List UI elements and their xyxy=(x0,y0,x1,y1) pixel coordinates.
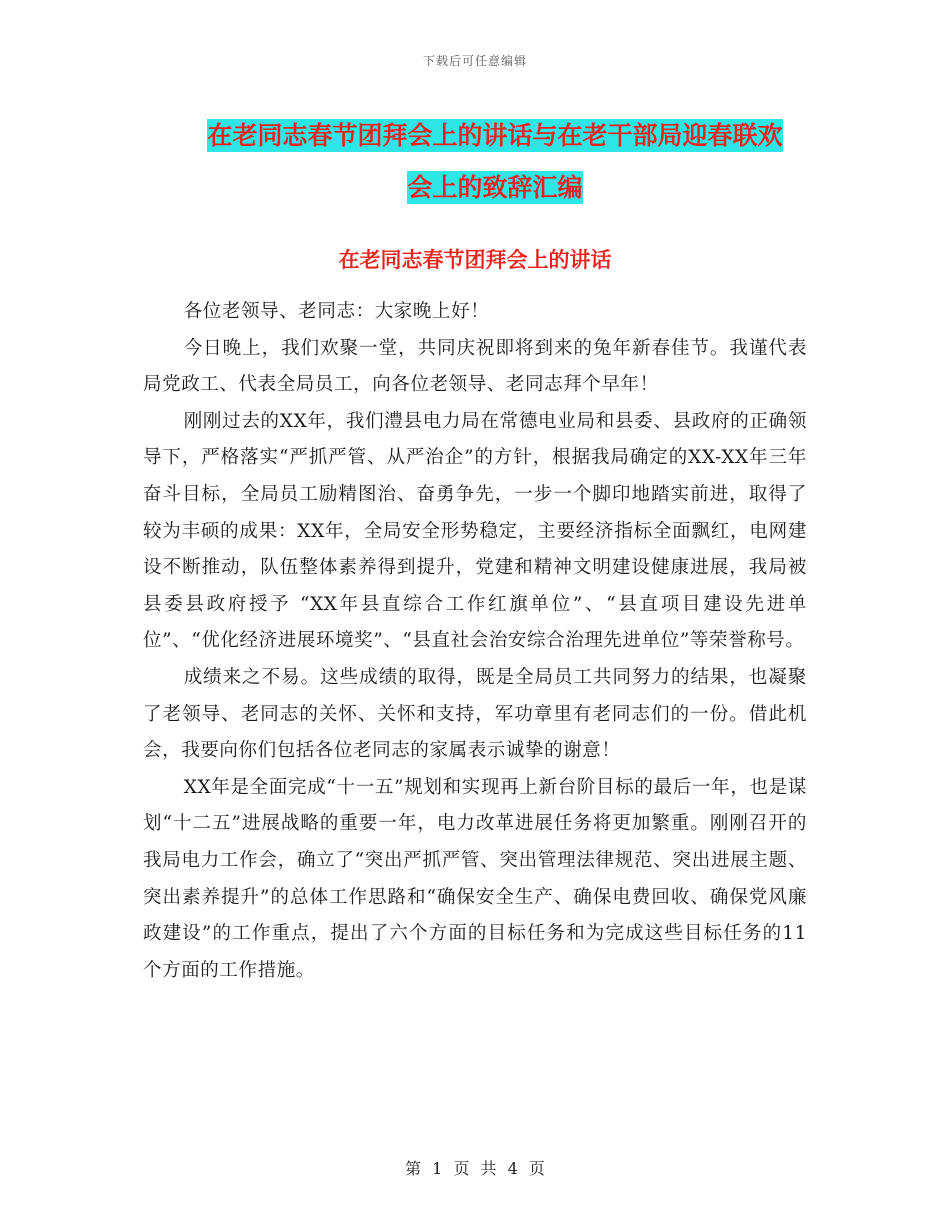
document-title xyxy=(150,110,840,214)
paragraph: 成绩来之不易。这些成绩的取得，既是全局员工共同努力的结果，也凝聚了老领导、老同志的关怀、关怀和支持，军功章里有老同志们的一份。借此机会，我要向你们包括各位老同志的家属表示诚挚的谢意！ xyxy=(143,666,807,762)
document-title-line-2: 会上的致辞汇编 xyxy=(407,173,583,202)
document-title-line-1: 在老同志春节团拜会上的讲话与在老干部局迎春联欢 xyxy=(207,121,783,150)
header-note: 下载后可任意编辑 xyxy=(422,54,527,68)
paragraph: 刚刚过去的XX年，我们澧县电力局在常德电业局和县委、县政府的正确领导下，严格落实“严抓严管、从严治企”的方针，根据我局确定的XX-XX年三年奋斗目标，全局员工励精图治、奋勇争先，一步一个脚印地踏实前进，取得了较为丰硕的成果：XX年，全局安全形势稳定，主要经济指标全面飘红，电网建设不断推动，队伍整体素养得到提升，党建和精神文明建设健康进展，我局被县委县政府授予 “XX年县直综合工作红旗单位”、“县直项目建设先进单位”、“优化经济进展环境奖”、“县直社会治安综合治理先进单位”等荣誉称号。 xyxy=(143,410,807,652)
document-body xyxy=(143,294,807,989)
section-title: 在老同志春节团拜会上的讲话 xyxy=(338,248,612,272)
paragraph-greeting: 各位老领导、老同志：大家晚上好！ xyxy=(183,301,490,322)
page-number: 第 1 页 共 4 页 xyxy=(405,1159,545,1178)
paragraph: 今日晚上，我们欢聚一堂，共同庆祝即将到来的兔年新春佳节。我谨代表局党政工、代表全局员工，向各位老领导、老同志拜个早年！ xyxy=(143,337,807,396)
paragraph: XX年是全面完成“十一五”规划和实现再上新台阶目标的最后一年，也是谋划“十二五”进展战略的重要一年，电力改革进展任务将更加繁重。刚刚召开的我局电力工作会，确立了“突出严抓严管、突出管理法律规范、突出进展主题、突出素养提升”的总体工作思路和“确保安全生产、确保电费回收、确保党风廉政建设”的工作重点，提出了六个方面的目标任务和为完成这些目标任务的11个方面的工作措施。 xyxy=(143,776,807,981)
